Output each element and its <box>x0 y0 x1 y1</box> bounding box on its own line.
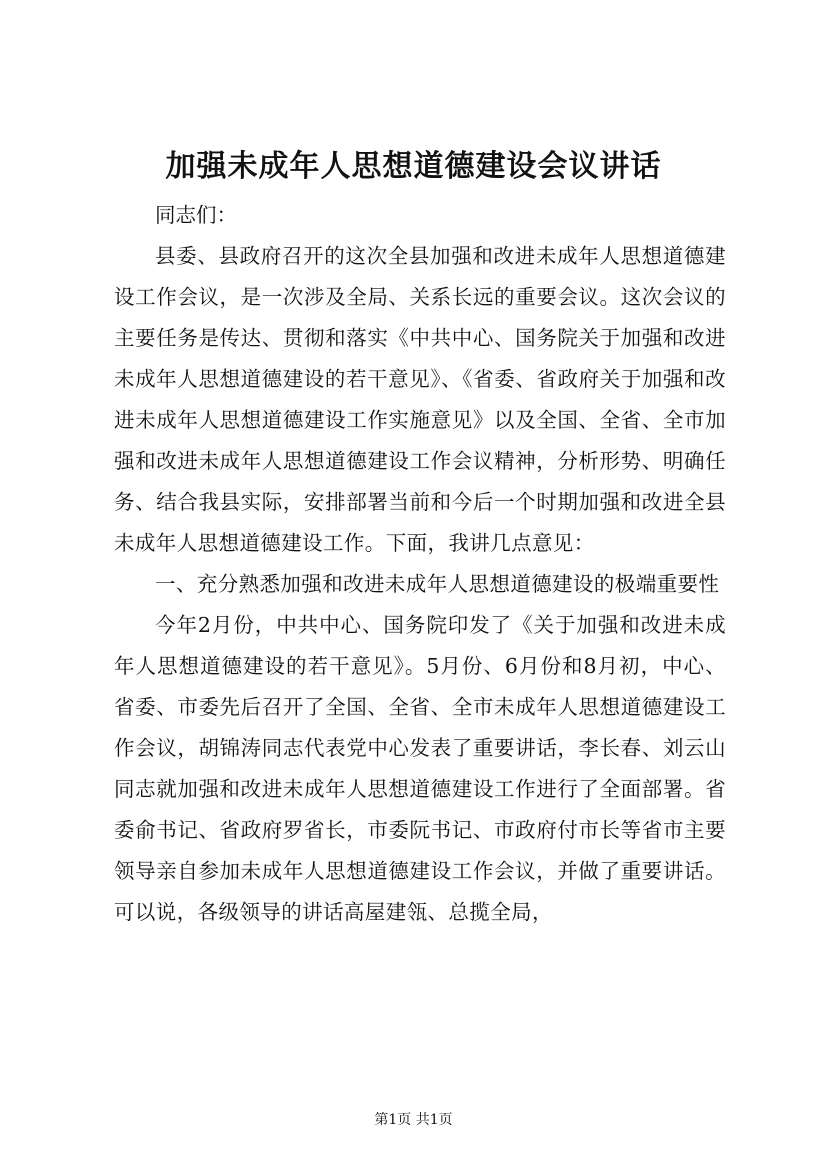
page-footer: 第1页 共1页 <box>374 1112 453 1128</box>
paragraph-section-1: 今年2月份，中共中心、国务院印发了《关于加强和改进未成年人思想道德建设的若干意见》。5月份、6月份和8月初，中心、省委、市委先后召开了全国、全省、全市未成年人思想道德建设工作会议，胡锦涛同志代表党中心发表了重要讲话，李长春、刘云山同志就加强和改进未成年人思想道德建设工作进行了全面部署。省委俞书记、省政府罗省长，市委阮书记、市政府付市长等省市主要领导亲自参加未成年人思想道德建设工作会议，并做了重要讲话。可以说，各级领导的讲话高屋建瓴、总揽全局， <box>114 613 726 924</box>
document-title: 加强未成年人思想道德建设会议讲话 <box>165 149 662 184</box>
paragraph-intro: 县委、县政府召开的这次全县加强和改进未成年人思想道德建设工作会议，是一次涉及全局、关系长远的重要会议。这次会议的主要任务是传达、贯彻和落实《中共中心、国务院关于加强和改进未成年人思想道德建设的若干意见》、《省委、省政府关于加强和改进未成年人思想道德建设工作实施意见》以及全国、全省、全市加强和改进未成年人思想道德建设工作会议精神，分析形势、明确任务、结合我县实际，安排部署当前和今后一个时期加强和改进全县未成年人思想道德建设工作。下面，我讲几点意见： <box>114 244 726 555</box>
section-heading-1: 一、充分熟悉加强和改进未成年人思想道德建设的极端重要性 <box>155 572 720 596</box>
greeting: 同志们： <box>155 203 237 227</box>
document-body <box>114 195 726 933</box>
